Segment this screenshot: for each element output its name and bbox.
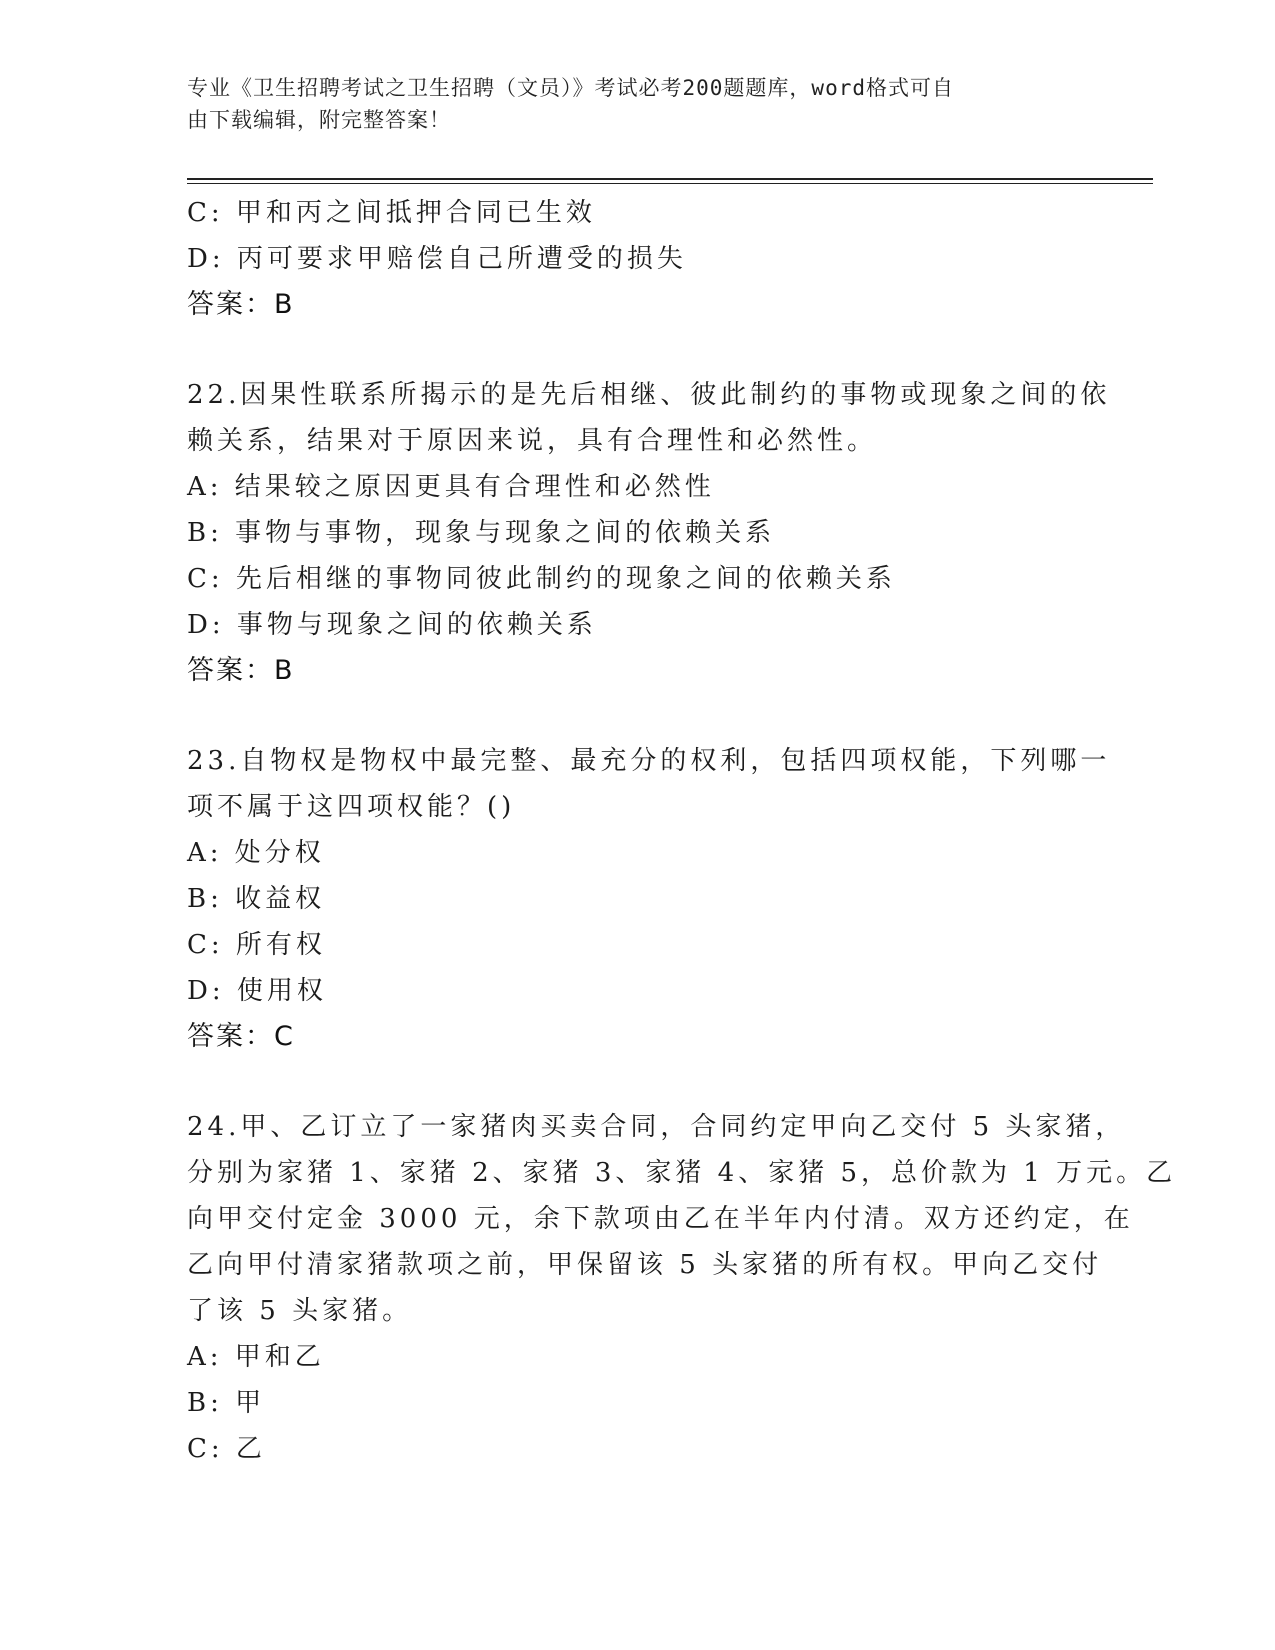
question-23 [187,738,1111,1060]
answer-label: 答案：C [187,1021,295,1052]
option-c: C: 甲和丙之间抵押合同已生效 [187,198,596,228]
option-d: D: 丙可要求甲赔偿自己所遭受的损失 [187,244,687,274]
question-stem: 23.自物权是物权中最完整、最充分的权利，包括四项权能，下列哪一 [187,746,1111,776]
option-c: C: 所有权 [187,930,326,960]
option-a: A: 甲和乙 [187,1342,325,1372]
question-stem-continued: 项不属于这四项权能？() [187,792,516,822]
option-a: A: 结果较之原因更具有合理性和必然性 [187,472,715,502]
question-stem-continued: 了该 5 头家猪。 [187,1296,413,1326]
header-line-1: 专业《卫生招聘考试之卫生招聘（文员）》考试必考200题题库，word格式可自 [187,76,954,100]
question-stem-continued: 赖关系，结果对于原因来说，具有合理性和必然性。 [187,426,878,456]
question-22 [187,372,1111,694]
question-stem-continued: 分别为家猪 1、家猪 2、家猪 3、家猪 4、家猪 5，总价款为 1 万元。乙 [187,1158,1177,1188]
option-b: B: 事物与事物，现象与现象之间的依赖关系 [187,518,776,548]
option-a: A: 处分权 [187,838,325,868]
option-c: C: 先后相继的事物同彼此制约的现象之间的依赖关系 [187,564,896,594]
header-divider-thin [187,183,1153,184]
option-b: B: 甲 [187,1388,266,1418]
option-d: D: 事物与现象之间的依赖关系 [187,610,597,640]
answer-label: 答案：B [187,289,295,320]
header-line-2: 由下载编辑，附完整答案！ [187,108,451,132]
question-stem-continued: 乙向甲付清家猪款项之前，甲保留该 5 头家猪的所有权。甲向乙交付 [187,1250,1103,1280]
question-stem-continued: 向甲交付定金 3000 元，余下款项由乙在半年内付清。双方还约定，在 [187,1204,1134,1234]
option-c: C: 乙 [187,1434,266,1464]
question-24 [187,1104,1177,1472]
header-divider-thick [187,178,1153,180]
question-stem: 24.甲、乙订立了一家猪肉买卖合同，合同约定甲向乙交付 5 头家猪， [187,1112,1126,1142]
question-21 [187,190,1087,328]
document-header [187,72,1067,136]
option-d: D: 使用权 [187,976,327,1006]
question-list [187,190,1177,1472]
question-stem: 22.因果性联系所揭示的是先后相继、彼此制约的事物或现象之间的依 [187,380,1111,410]
answer-label: 答案：B [187,655,295,686]
option-b: B: 收益权 [187,884,326,914]
